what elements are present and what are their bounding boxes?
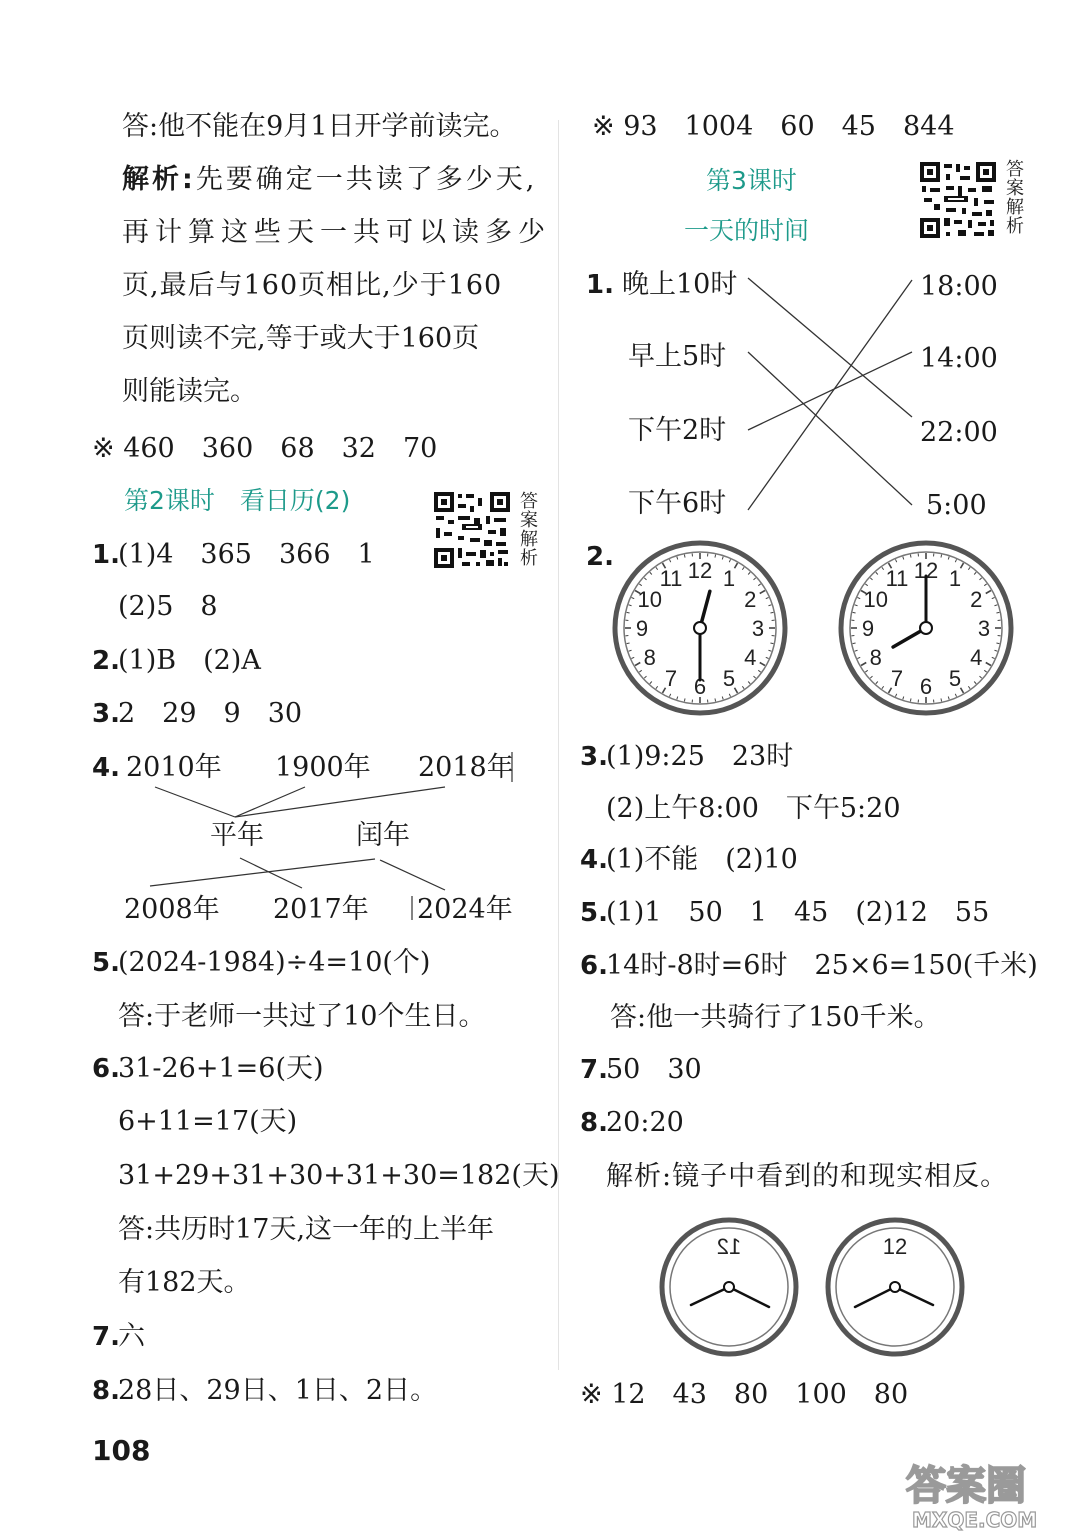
r-q3-line-1: (1)9:25 23时: [606, 741, 794, 772]
r-q4-label: 4.: [580, 845, 608, 875]
q6-answer-2: 有182天。: [118, 1267, 251, 1298]
time-matching-lines: [0, 0, 1082, 540]
clock-number: 5: [722, 666, 736, 692]
q3-label: 3.: [92, 699, 120, 729]
clock-tick: [996, 612, 999, 613]
clock-number: 11: [885, 565, 909, 591]
clock-tick: [684, 698, 685, 701]
r-q6-equation: 14时-8时=6时 25×6=150(千米): [606, 950, 1038, 981]
q1-label: 1.: [92, 540, 120, 570]
lesson-3-subtitle: 一天的时间: [684, 216, 810, 245]
clock-number: 12: [687, 558, 713, 583]
star-line-bottom-right: ※ 12 43 80 100 80: [580, 1379, 909, 1410]
q6-line-1: 31-26+1=6(天): [118, 1053, 324, 1084]
clock-number: 6: [919, 674, 933, 699]
clock-number: 8: [643, 645, 656, 670]
analysis-line-2: 再计算这些天一共可以读多少: [122, 217, 551, 248]
clock-center: [724, 1282, 734, 1292]
clock-number: 7: [664, 666, 678, 692]
clock-number: 12: [913, 558, 939, 583]
r-q4-answer: (1)不能 (2)10: [606, 844, 798, 875]
r-q5-label: 5.: [580, 898, 608, 928]
clock-number: 1: [948, 565, 962, 591]
clock-tick: [627, 643, 630, 644]
clock-number: 1: [722, 565, 736, 591]
clock-number: 10: [637, 587, 663, 612]
q1-line-1: (1)4 365 366 1: [118, 539, 375, 570]
year-2018: 2018年: [418, 752, 514, 783]
qr-label: 答案解析: [520, 491, 538, 569]
clock-face-1: [610, 538, 790, 718]
clock-center: [694, 622, 706, 634]
year-2008: 2008年: [124, 894, 220, 925]
clock-tick: [684, 555, 685, 558]
q7-answer: 六: [118, 1321, 145, 1352]
clock-tick: [996, 643, 999, 644]
analysis-label: 解析:: [122, 164, 196, 195]
analysis-line-3: 页,最后与160页相比,少于160: [122, 270, 503, 301]
clock-number: 4: [744, 645, 757, 670]
category-common-year: 平年: [210, 820, 264, 851]
analysis-line-5: 则能读完。: [122, 376, 257, 407]
clock-number: 2: [744, 587, 757, 612]
r-q3-label: 3.: [580, 742, 608, 772]
r-q5-answer: (1)1 50 1 45 (2)12 55: [606, 897, 990, 928]
lesson-3-title: 第3课时: [706, 166, 797, 195]
r-q7-label: 7.: [580, 1055, 608, 1085]
q3-answer: 2 29 9 30: [118, 698, 303, 729]
clock-tick: [910, 555, 911, 558]
q5-equation: (2024-1984)÷4=10(个): [118, 947, 431, 978]
q8-label: 8.: [92, 1376, 120, 1406]
year-2017: 2017年: [273, 894, 369, 925]
clock-number: 5: [948, 666, 962, 692]
r-q8-analysis: 解析:镜子中看到的和现实相反。: [606, 1161, 1009, 1192]
clock-tick: [941, 555, 942, 558]
year-2024: 2024年: [417, 894, 513, 925]
category-leap-year: 闰年: [356, 820, 410, 851]
watermark-line-1: 答案圈: [906, 1463, 1026, 1509]
year-2010: 2010年: [126, 752, 222, 783]
analysis-text: 先要确定一共读了多少天,: [195, 164, 538, 195]
time-afternoon-6: 下午6时: [628, 488, 727, 519]
clock-tick: [627, 612, 630, 613]
answer-1: 答:他不能在9月1日开学前读完。: [122, 111, 517, 142]
time-afternoon-2: 下午2时: [628, 415, 727, 446]
lesson-2-title: 第2课时 看日历(2): [124, 486, 351, 515]
q2-answer: (1)B (2)A: [118, 645, 261, 676]
time-5: 5:00: [926, 490, 987, 521]
clock-number: 12: [882, 1234, 908, 1259]
mirror-clock-reflected: [658, 1216, 800, 1358]
clock-tick: [770, 612, 773, 613]
q8-answer: 28日、29日、1日、2日。: [118, 1375, 438, 1406]
clock-tick: [853, 643, 856, 644]
clock-number: 11: [659, 565, 683, 591]
clock-number: 3: [977, 616, 991, 641]
clock-center: [920, 622, 932, 634]
clock-tick: [910, 698, 911, 701]
watermark-logo: [898, 1455, 1078, 1533]
r-q8-label: 8.: [580, 1108, 608, 1138]
clock-number: 10: [863, 587, 889, 612]
time-early-morning: 早上5时: [628, 341, 727, 372]
r-q7-answer: 50 30: [606, 1054, 702, 1085]
watermark-line-2: MXQE.COM: [912, 1508, 1038, 1532]
r-q2-label: 2.: [586, 542, 614, 572]
mirror-clock-actual: [824, 1216, 966, 1358]
q6-line-3: 31+29+31+30+31+30=182(天): [118, 1160, 560, 1191]
page-number: 108: [92, 1434, 151, 1467]
qr-label: 答案解析: [1006, 159, 1024, 237]
time-late-evening: 晚上10时: [622, 269, 738, 300]
q1-line-2: (2)5 8: [118, 591, 218, 622]
r-q8-answer: 20:20: [606, 1107, 684, 1138]
r-q6-answer: 答:他一共骑行了150千米。: [610, 1002, 941, 1033]
q5-answer: 答:于老师一共过了10个生日。: [118, 1001, 486, 1032]
q6-line-2: 6+11=17(天): [118, 1106, 298, 1137]
clock-number: 9: [861, 616, 875, 641]
clock-number: 9: [635, 616, 649, 641]
r-q3-line-2: (2)上午8:00 下午5:20: [606, 793, 901, 824]
clock-tick: [941, 698, 942, 701]
q6-answer-1: 答:共历时17天,这一年的上半年: [118, 1214, 495, 1245]
clock-number: 6: [693, 674, 707, 699]
clock-number: 3: [751, 616, 765, 641]
clock-tick: [770, 643, 773, 644]
q4-label: 4.: [92, 753, 120, 783]
r-q6-label: 6.: [580, 951, 608, 981]
clock-center: [890, 1282, 900, 1292]
clock-tick: [853, 612, 856, 613]
clock-number: 8: [869, 645, 882, 670]
q7-label: 7.: [92, 1322, 120, 1352]
analysis-line-4: 页则读不完,等于或大于160页: [122, 323, 480, 354]
year-1900: 1900年: [275, 752, 371, 783]
star-line-left: ※ 460 360 68 32 70: [92, 433, 438, 464]
q6-label: 6.: [92, 1054, 120, 1084]
time-18: 18:00: [920, 271, 998, 302]
star-line-top-right: ※ 93 1004 60 45 844: [592, 111, 955, 142]
clock-tick: [715, 555, 716, 558]
clock-number: 4: [970, 645, 983, 670]
clock-number: 7: [890, 666, 904, 692]
time-14: 14:00: [920, 343, 998, 374]
q2-label: 2.: [92, 646, 120, 676]
clock-number: 2: [970, 587, 983, 612]
clock-tick: [715, 698, 716, 701]
r-q1-label: 1.: [586, 270, 614, 300]
clock-face-2: [836, 538, 1016, 718]
q5-label: 5.: [92, 948, 120, 978]
clock-number: 12: [716, 1234, 742, 1259]
time-22: 22:00: [920, 417, 998, 448]
